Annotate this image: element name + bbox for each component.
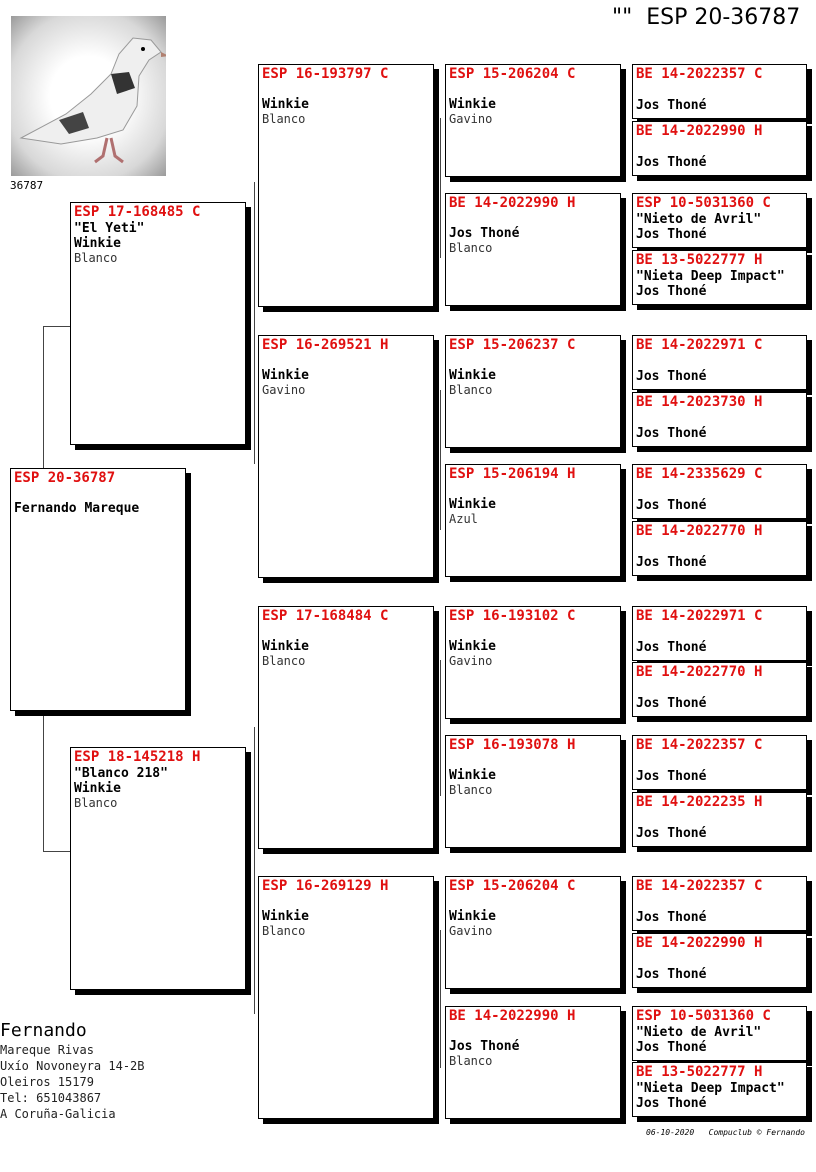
owner-name: Jos Thoné: [636, 1040, 707, 1055]
color: Gavino: [449, 924, 493, 938]
nickname: "Nieto de Avril": [636, 1025, 762, 1040]
ring-number: ESP 16-193102 C: [449, 608, 576, 624]
ring-number: BE 14-2022770 H: [636, 523, 763, 539]
gen4-card[interactable]: [632, 521, 807, 576]
color: Gavino: [449, 654, 493, 668]
connector-line: [43, 851, 70, 852]
strain: Winkie: [449, 909, 496, 924]
ring-number: ESP 17-168484 C: [262, 608, 389, 624]
nickname: [636, 681, 803, 696]
ring-number: ESP 18-145218 H: [74, 749, 201, 765]
color: Blanco: [262, 924, 306, 938]
gen3-card[interactable]: [445, 464, 621, 577]
gen4-card[interactable]: [632, 193, 807, 248]
page-title: "" ESP 20-36787: [612, 5, 801, 30]
connector-line: [43, 326, 44, 468]
ring-number: ESP 15-206194 H: [449, 466, 576, 482]
ring-number: BE 14-2022990 H: [449, 195, 576, 211]
strain: Winkie: [74, 236, 121, 251]
breeder-line: Uxío Novoneyra 14-2B: [0, 1059, 145, 1073]
gen4-card[interactable]: [632, 250, 807, 305]
gen4-card[interactable]: [632, 121, 807, 176]
pigeon-photo: [11, 16, 166, 176]
ring-number: ESP 16-269129 H: [262, 878, 389, 894]
gen2-card[interactable]: [258, 606, 434, 849]
nickname: [636, 811, 803, 826]
gen4-card[interactable]: [632, 464, 807, 519]
nickname: [636, 754, 803, 769]
nickname: [636, 354, 803, 369]
owner-name: Jos Thoné: [636, 826, 707, 841]
ring-number: ESP 17-168485 C: [74, 204, 201, 220]
sire-card[interactable]: [70, 202, 246, 445]
ring-number: BE 14-2022357 C: [636, 878, 763, 894]
gen4-card[interactable]: [632, 933, 807, 988]
footer-date: 06-10-2020: [646, 1128, 695, 1137]
owner-name: Jos Thoné: [636, 640, 707, 655]
breeder-info: [0, 1020, 145, 1122]
owner-name: Fernando Mareque: [14, 501, 140, 516]
color: Azul: [449, 512, 478, 526]
nickname: [636, 540, 803, 555]
gen4-card[interactable]: [632, 662, 807, 717]
breeder-line: Oleiros 15179: [0, 1075, 94, 1089]
ring-number: ESP 16-193797 C: [262, 66, 389, 82]
gen4-card[interactable]: [632, 392, 807, 447]
gen2-card[interactable]: [258, 876, 434, 1119]
gen3-card[interactable]: [445, 606, 621, 719]
color: Blanco: [74, 796, 118, 810]
gen4-card[interactable]: [632, 735, 807, 790]
gen4-card[interactable]: [632, 606, 807, 661]
gen4-card[interactable]: [632, 1006, 807, 1061]
connector-line: [440, 118, 441, 258]
strain: Winkie: [449, 639, 496, 654]
ring-number: ESP 15-206204 C: [449, 878, 576, 894]
strain: Winkie: [262, 639, 309, 654]
owner-name: Jos Thoné: [636, 1096, 707, 1111]
owner-name: Jos Thoné: [636, 910, 707, 925]
color: Blanco: [449, 383, 493, 397]
color: Blanco: [262, 654, 306, 668]
gen4-card[interactable]: [632, 335, 807, 390]
ring-number: BE 14-2022990 H: [636, 935, 763, 951]
owner-name: Jos Thoné: [636, 155, 707, 170]
ring-number: ESP 20-36787: [14, 470, 116, 486]
ring-number: BE 14-2022235 H: [636, 794, 763, 810]
subject-card[interactable]: [10, 468, 186, 711]
nickname: [636, 411, 803, 426]
dam-card[interactable]: [70, 747, 246, 990]
breeder-line: A Coruña-Galicia: [0, 1107, 116, 1121]
nickname: [636, 483, 803, 498]
strain: Jos Thoné: [449, 226, 520, 241]
pigeon-icon: [11, 16, 166, 176]
gen3-card[interactable]: [445, 64, 621, 177]
ring-number: BE 14-2022990 H: [636, 123, 763, 139]
nickname: "Nieto de Avril": [636, 212, 762, 227]
footer: [646, 1128, 805, 1137]
ring-number: ESP 16-193078 H: [449, 737, 576, 753]
color: Blanco: [449, 1054, 493, 1068]
connector-line: [254, 182, 255, 464]
ring-number: ESP 10-5031360 C: [636, 195, 771, 211]
owner-name: Jos Thoné: [636, 555, 707, 570]
ring-number: BE 14-2022990 H: [449, 1008, 576, 1024]
gen4-card[interactable]: [632, 876, 807, 931]
ring-number: BE 13-5022777 H: [636, 252, 763, 268]
gen3-card[interactable]: [445, 876, 621, 989]
strain: Winkie: [449, 368, 496, 383]
gen2-card[interactable]: [258, 64, 434, 307]
nickname: [636, 952, 803, 967]
owner-name: Jos Thoné: [636, 227, 707, 242]
owner-name: Jos Thoné: [636, 498, 707, 513]
owner-name: Jos Thoné: [636, 769, 707, 784]
ring-number: BE 13-5022777 H: [636, 1064, 763, 1080]
strain: Winkie: [262, 97, 309, 112]
nickname: "El Yeti": [74, 221, 145, 236]
gen2-card[interactable]: [258, 335, 434, 578]
ring-number: BE 14-2022971 C: [636, 608, 763, 624]
connector-line: [440, 660, 441, 796]
owner-name: Jos Thoné: [636, 696, 707, 711]
strain: Winkie: [449, 497, 496, 512]
gen3-card[interactable]: [445, 735, 621, 848]
ring-number: BE 14-2022971 C: [636, 337, 763, 353]
ring-number: BE 14-2023730 H: [636, 394, 763, 410]
color: Blanco: [449, 241, 493, 255]
color: Blanco: [262, 112, 306, 126]
nickname: [636, 140, 803, 155]
strain: Winkie: [262, 368, 309, 383]
ring-number: ESP 10-5031360 C: [636, 1008, 771, 1024]
gen3-card[interactable]: [445, 335, 621, 448]
connector-line: [440, 930, 441, 1068]
gen4-card[interactable]: [632, 64, 807, 119]
ring-number: ESP 15-206237 C: [449, 337, 576, 353]
owner-name: Jos Thoné: [636, 369, 707, 384]
ring-number: BE 14-2022357 C: [636, 66, 763, 82]
gen4-card[interactable]: [632, 1062, 807, 1117]
footer-credit: Compuclub © Fernando: [708, 1128, 805, 1137]
photo-caption: 36787: [10, 179, 44, 192]
strain: Jos Thoné: [449, 1039, 520, 1054]
nickname: "Blanco 218": [74, 766, 168, 781]
owner-name: Jos Thoné: [636, 967, 707, 982]
nickname: "Nieta Deep Impact": [636, 269, 785, 284]
gen3-card[interactable]: [445, 1006, 621, 1119]
color: Gavino: [449, 112, 493, 126]
nickname: [636, 83, 803, 98]
breeder-line: Tel: 651043867: [0, 1091, 102, 1105]
strain: Winkie: [449, 768, 496, 783]
connector-line: [440, 390, 441, 530]
connector-line: [43, 715, 44, 851]
nickname: [636, 625, 803, 640]
ring-number: BE 14-2022357 C: [636, 737, 763, 753]
strain: Winkie: [262, 909, 309, 924]
nickname: [636, 895, 803, 910]
ring-number: ESP 15-206204 C: [449, 66, 576, 82]
owner-name: Jos Thoné: [636, 98, 707, 113]
gen4-card[interactable]: [632, 792, 807, 847]
strain: Winkie: [74, 781, 121, 796]
ring-number: BE 14-2022770 H: [636, 664, 763, 680]
owner-name: Jos Thoné: [636, 284, 707, 299]
owner-name: Jos Thoné: [636, 426, 707, 441]
color: Blanco: [449, 783, 493, 797]
color: Blanco: [74, 251, 118, 265]
color: Gavino: [262, 383, 306, 397]
breeder-name: Fernando: [0, 1020, 87, 1041]
gen3-card[interactable]: [445, 193, 621, 306]
strain: Winkie: [449, 97, 496, 112]
connector-line: [43, 326, 70, 327]
connector-line: [254, 727, 255, 1014]
ring-number: ESP 16-269521 H: [262, 337, 389, 353]
nickname: "Nieta Deep Impact": [636, 1081, 785, 1096]
breeder-line: Mareque Rivas: [0, 1043, 94, 1057]
ring-number: BE 14-2335629 C: [636, 466, 763, 482]
